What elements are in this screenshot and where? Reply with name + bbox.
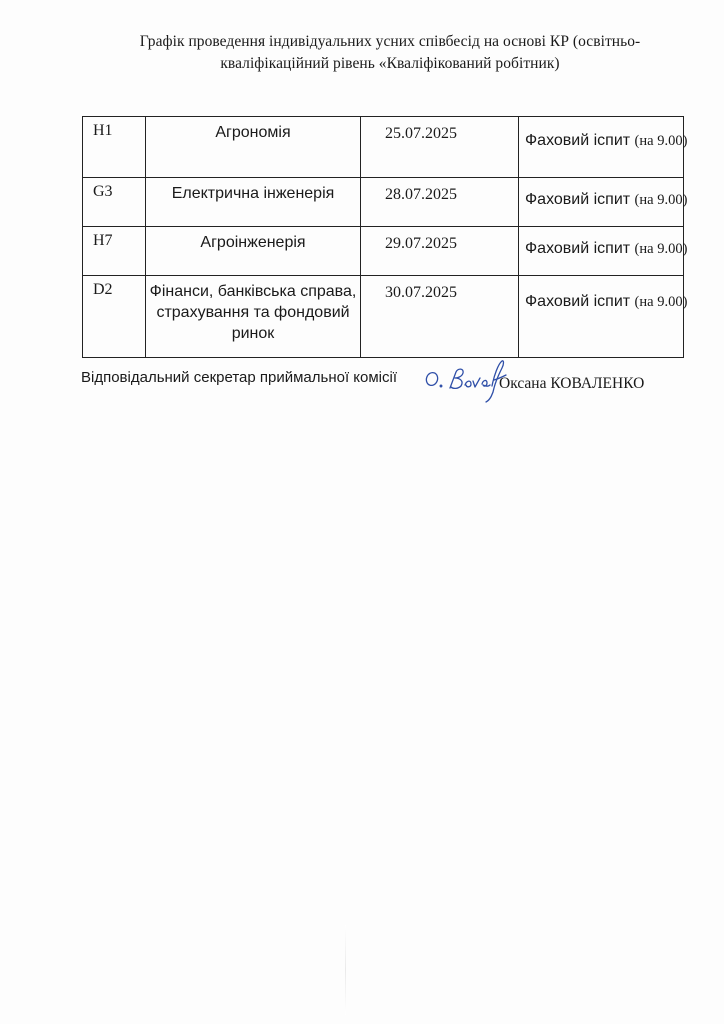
title-line-2: кваліфікаційний рівень «Кваліфікований робітник) (220, 55, 560, 72)
secretary-role: Відповідальний секретар приймальної комісії (81, 369, 397, 386)
exam-date: 25.07.2025 (361, 117, 519, 178)
exam-time: (на 9.00) (634, 294, 688, 310)
specialty-code: H7 (83, 227, 146, 276)
exam-date: 29.07.2025 (361, 227, 519, 276)
exam-time: (на 9.00) (634, 133, 688, 149)
exam-type: Фаховий іспит (525, 132, 631, 149)
signature-block (0, 358, 724, 408)
exam-type-cell (519, 276, 688, 358)
secretary-name: Оксана КОВАЛЕНКО (499, 375, 645, 392)
exam-type: Фаховий іспит (525, 293, 631, 310)
specialty-code: D2 (83, 276, 146, 358)
title-line-1: Графік проведення індивідуальних усних співбесід на основі КР (освітньо- (139, 33, 641, 50)
exam-date: 28.07.2025 (361, 178, 519, 227)
document-title (90, 31, 690, 75)
exam-type: Фаховий іспит (525, 191, 631, 208)
specialty-code: H1 (83, 117, 146, 178)
specialty-name: Агроінженерія (146, 227, 361, 276)
specialty-name: Фінанси, банківська справа, страхування та фондовий ринок (146, 276, 361, 358)
exam-type-cell (519, 178, 688, 227)
exam-type: Фаховий іспит (525, 240, 631, 257)
table-row (83, 178, 684, 227)
specialty-code: G3 (83, 178, 146, 227)
specialty-name: Агрономія (146, 117, 361, 178)
exam-date: 30.07.2025 (361, 276, 519, 358)
table-row (83, 117, 684, 178)
table-row (83, 276, 684, 358)
scan-artifact-line (345, 925, 346, 1015)
interview-schedule-table (82, 116, 688, 358)
exam-type-cell (519, 117, 688, 178)
specialty-name: Електрична інженерія (146, 178, 361, 227)
exam-type-cell (519, 227, 688, 276)
exam-time: (на 9.00) (634, 241, 688, 257)
exam-time: (на 9.00) (634, 192, 688, 208)
table-row (83, 227, 684, 276)
